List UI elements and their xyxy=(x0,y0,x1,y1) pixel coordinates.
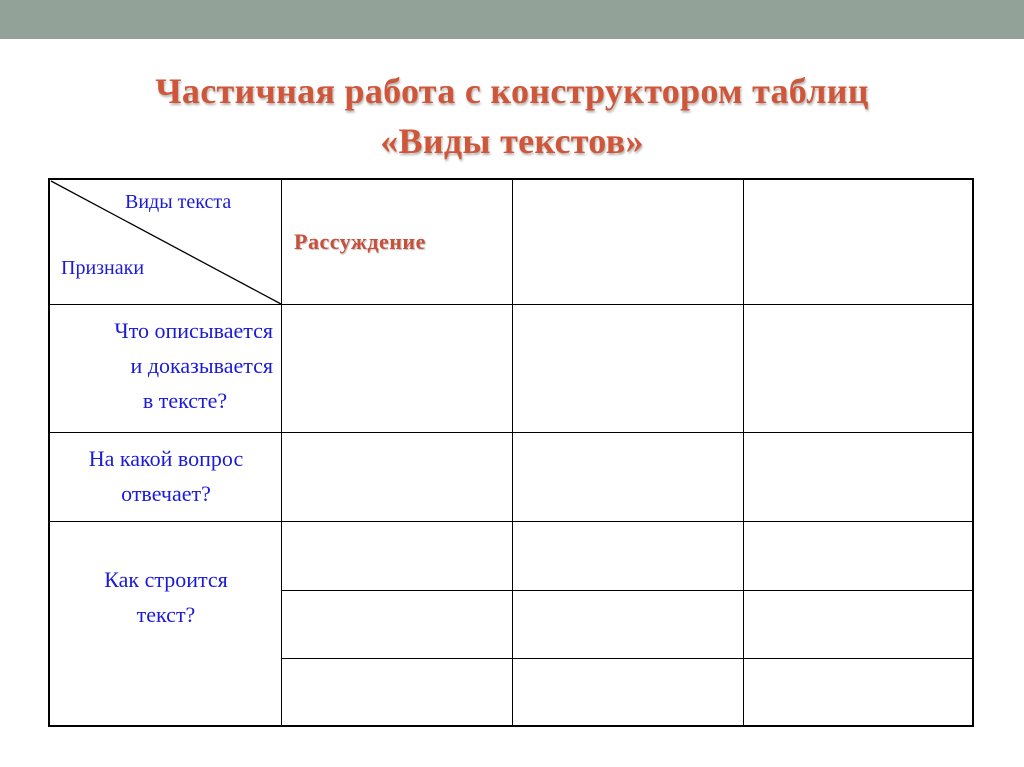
row-label-line: Что описывается xyxy=(114,318,273,343)
slide-title-line2: «Виды текстов» xyxy=(380,121,644,161)
slide-title-line1: Частичная работа с конструктором таблиц xyxy=(155,71,869,111)
row-label-line: Как строится xyxy=(104,567,228,592)
row-label-line: в тексте? xyxy=(142,388,228,413)
text-types-table xyxy=(48,178,974,727)
row-label-line: и доказывается xyxy=(130,353,273,378)
table-border xyxy=(48,178,974,727)
row-label-line: отвечает? xyxy=(121,481,211,506)
top-bar xyxy=(0,0,1024,39)
corner-bottom-label: Признаки xyxy=(61,257,145,279)
row-label-line: На какой вопрос xyxy=(88,446,244,471)
corner-top-label: Виды текста xyxy=(125,191,232,213)
row-label-line: текст? xyxy=(136,602,196,627)
column-header-label: Рассуждение xyxy=(294,229,426,254)
